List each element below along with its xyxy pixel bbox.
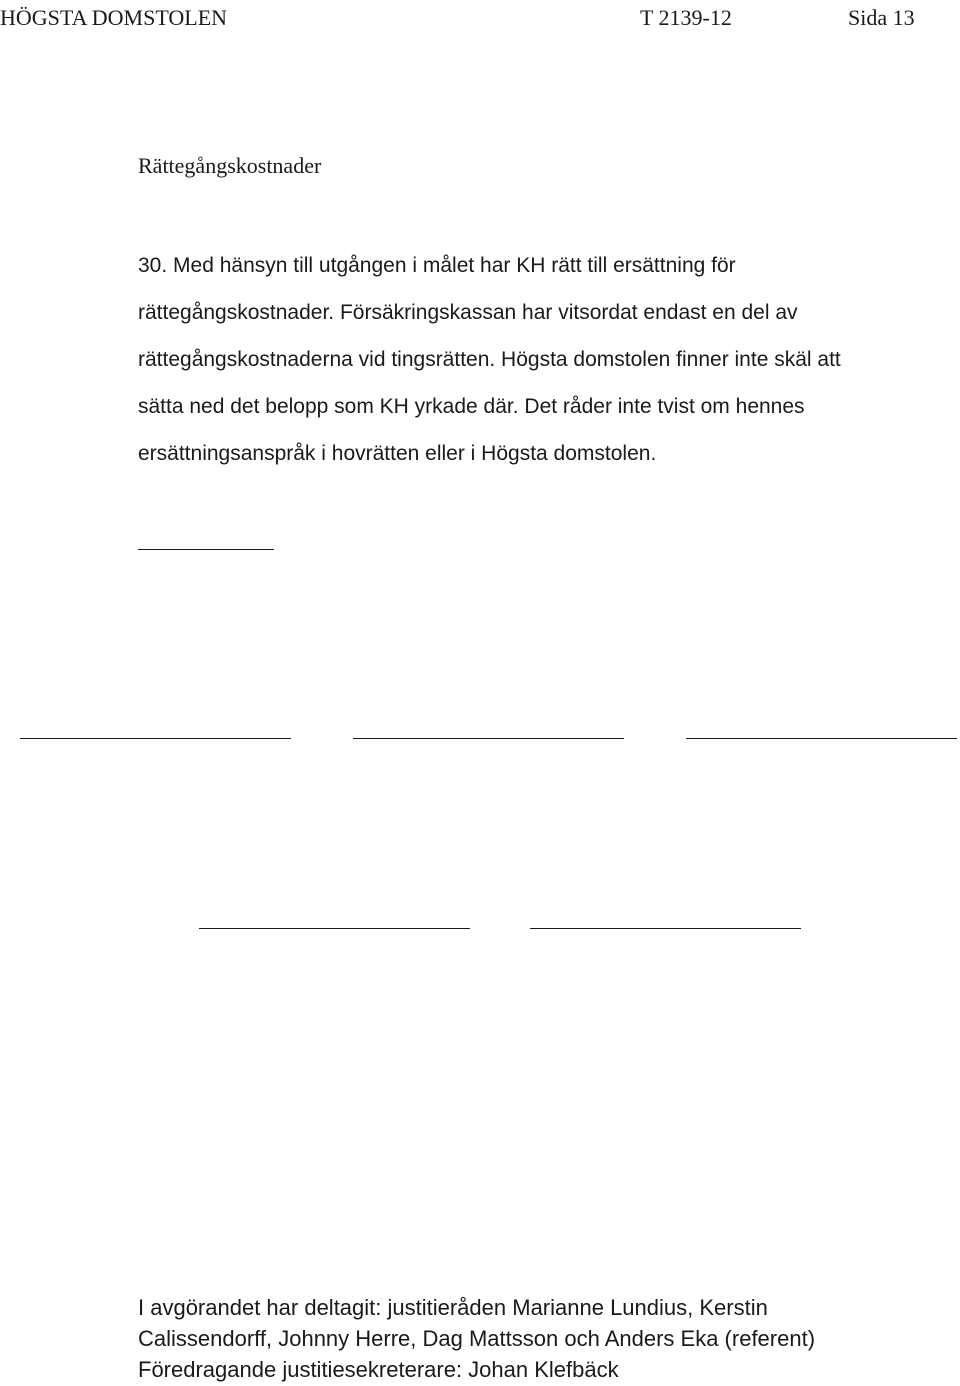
page-header <box>0 3 960 33</box>
paragraph-line: ersättningsanspråk i hovrätten eller i Högsta domstolen. <box>138 442 657 465</box>
paragraph-line: rättegångskostnaderna vid tingsrätten. Högsta domstolen finner inte skäl att <box>138 348 841 371</box>
paragraph-30 <box>138 242 841 477</box>
footer-line: Föredragande justitiesekreterare: Johan Klefbäck <box>138 1357 619 1382</box>
case-number: T 2139-12 <box>640 5 732 30</box>
signature-line-4 <box>199 928 470 929</box>
participants-footer <box>138 1292 815 1385</box>
signature-line-5 <box>530 928 801 929</box>
page-number: Sida 13 <box>848 5 915 30</box>
paragraph-line: rättegångskostnader. Försäkringskassan har vitsordat endast en del av <box>138 301 798 324</box>
footer-line: Calissendorff, Johnny Herre, Dag Mattsson och Anders Eka (referent) <box>138 1326 816 1351</box>
end-of-text-rule <box>138 549 274 550</box>
paragraph-line: 30. Med hänsyn till utgången i målet har KH rätt till ersättning för <box>138 254 736 277</box>
signature-line-2 <box>353 738 624 739</box>
signature-line-1 <box>20 738 291 739</box>
footer-line: I avgörandet har deltagit: justitieråden Marianne Lundius, Kerstin <box>138 1295 768 1320</box>
section-heading: Rättegångskostnader <box>138 153 322 178</box>
paragraph-line: sätta ned det belopp som KH yrkade där. Det råder inte tvist om hennes <box>138 395 805 418</box>
signature-line-3 <box>686 738 957 739</box>
court-name: HÖGSTA DOMSTOLEN <box>0 5 228 30</box>
